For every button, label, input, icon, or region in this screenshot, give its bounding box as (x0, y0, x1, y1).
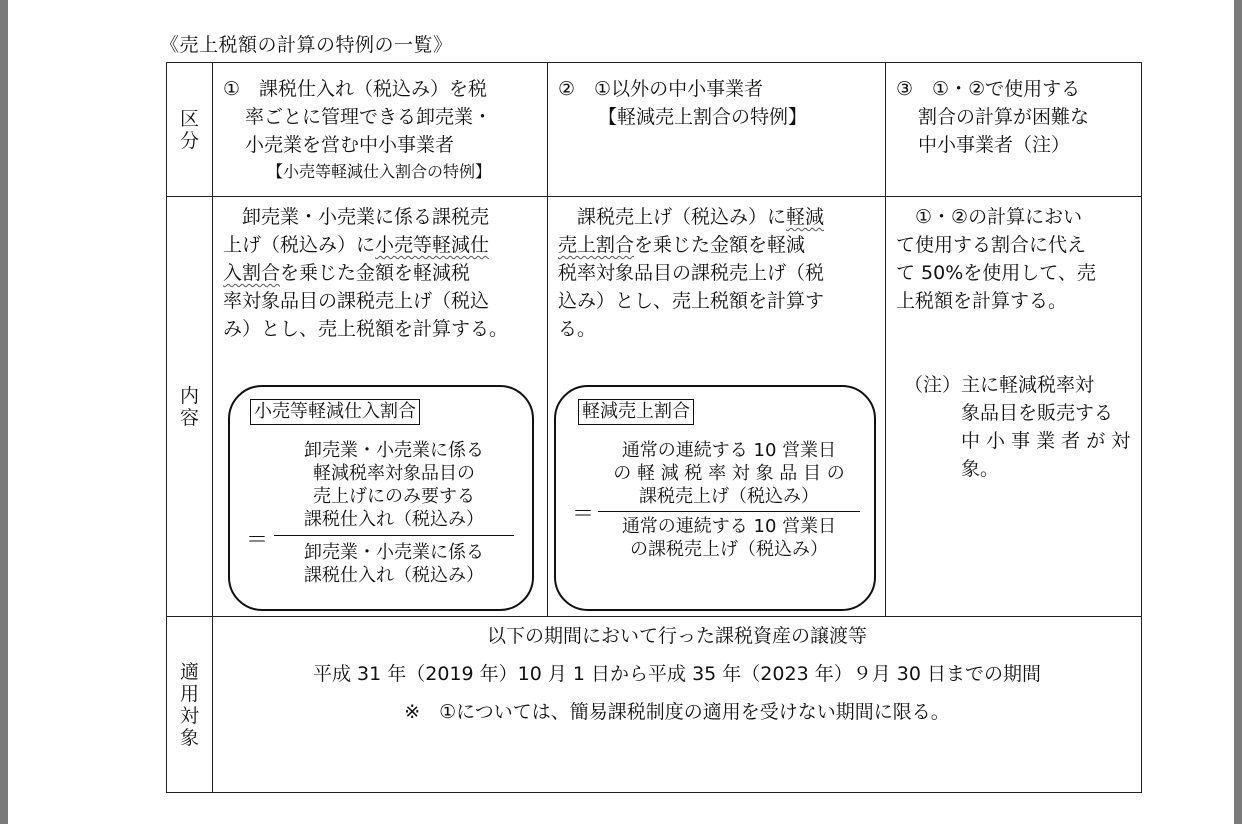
special-provisions-table (166, 62, 1142, 793)
formula-box-sales (554, 385, 876, 611)
fraction-numerator: 卸売業・小売業に係る 軽減税率対象品目の 売上げにのみ要する 課税仕入れ（税込み） (304, 440, 484, 530)
applicable-row (167, 617, 1142, 793)
formula-box-label: 小売等軽減仕入割合 (250, 399, 420, 425)
header-col1-line: ① 課税仕入れ（税込み）を税 (223, 78, 488, 100)
header-col1-line: 率ごとに管理できる卸売業・ (245, 106, 493, 128)
row-label-kubun: 区 分 (167, 63, 213, 197)
header-col3-line: 中小事業者（注） (918, 134, 1071, 156)
header-col2-line: ② ①以外の中小事業者 (558, 78, 764, 100)
fraction-denominator: 卸売業・小売業に係る 課税仕入れ（税込み） (304, 542, 484, 586)
fraction-bar (274, 535, 514, 536)
document-title: 《売上税額の計算の特例の一覧》 (160, 34, 453, 56)
header-col2 (548, 63, 886, 197)
header-col3 (886, 63, 1142, 197)
header-row (167, 63, 1142, 197)
row-label-tekiyou: 適 用 対 象 (167, 617, 213, 793)
wavy-term: 軽減 (786, 206, 825, 228)
footnote: （注）主に軽減税率対 象品目を販売する 中 小 事 業 者 が 対 象。 (904, 374, 1131, 480)
applicable-line: 平成 31 年（2019 年）10 月 1 日から平成 35 年（2023 年）９月 30 日までの期間 (313, 663, 1041, 685)
content-col3: ①・②の計算におい て使用する割合に代え て 50%を使用して、売 上税額を計算する。 （注）主に軽減税率対 象品目を販売する 中 小 事 業 者 が 対 象。 (886, 197, 1142, 617)
applicable-line: 以下の期間において行った課税資産の譲渡等 (486, 625, 867, 647)
header-col1-bracket: 【小売等軽減仕入割合の特例】 (267, 162, 492, 181)
formula-box-label: 軽減売上割合 (578, 399, 694, 425)
content-row (167, 197, 1142, 617)
page-edge-left (0, 0, 8, 824)
header-col1 (213, 63, 548, 197)
header-col3-line: ③ ①・②で使用する (896, 78, 1081, 100)
applicable-line: ※ ①については、簡易課税制度の適用を受けない期間に限る。 (404, 701, 950, 723)
fraction-numerator: 通常の連続する 10 営業日 の 軽 減 税 率 対 象 品 目 の 課税売上げ（税込み） (613, 440, 845, 507)
formula-box-retail (228, 385, 534, 611)
applicable-content (213, 617, 1142, 793)
row-label-naiyou: 内 容 (167, 197, 213, 617)
content-col1: 卸売業・小売業に係る課税売 上げ（税込み）に小売等軽減仕 入割合を乗じた金額を軽減税 率対象品目の課税売上げ（税込 み）とし、売上税額を計算する。 小売等軽減仕入割合 ＝ 卸売業・小売業に係る 軽減税率対象品目の 売上げにのみ要する 課税仕入れ（税込み） 卸売業・小売業に係る 課税仕入れ（税込み） (213, 197, 548, 617)
equals-sign: ＝ (246, 528, 269, 553)
header-col1-line: 小売業を営む中小事業者 (245, 134, 455, 156)
header-col2-bracket: 【軽減売上割合の特例】 (598, 106, 808, 128)
page-edge-right (1234, 0, 1242, 824)
header-col3-line: 割合の計算が困難な (918, 106, 1090, 128)
fraction-bar (598, 511, 860, 512)
fraction-denominator: 通常の連続する 10 営業日 の課税売上げ（税込み） (621, 516, 837, 560)
wavy-term: 小売等軽減仕 (375, 234, 490, 256)
content-col2: 課税売上げ（税込み）に軽減 売上割合を乗じた金額を軽減 税率対象品目の課税売上げ（税 込み）とし、売上税額を計算す る。 軽減売上割合 ＝ 通常の連続する 10 営業日 の 軽 減 税 率 対 象 品 目 の 課税売上げ（税込み） 通常の連続する 10 営業日 の課税売上げ（税込み） (548, 197, 886, 617)
wavy-term: 売上割合 (558, 234, 635, 256)
equals-sign: ＝ (572, 502, 595, 527)
wavy-term: 入割合 (223, 262, 281, 284)
